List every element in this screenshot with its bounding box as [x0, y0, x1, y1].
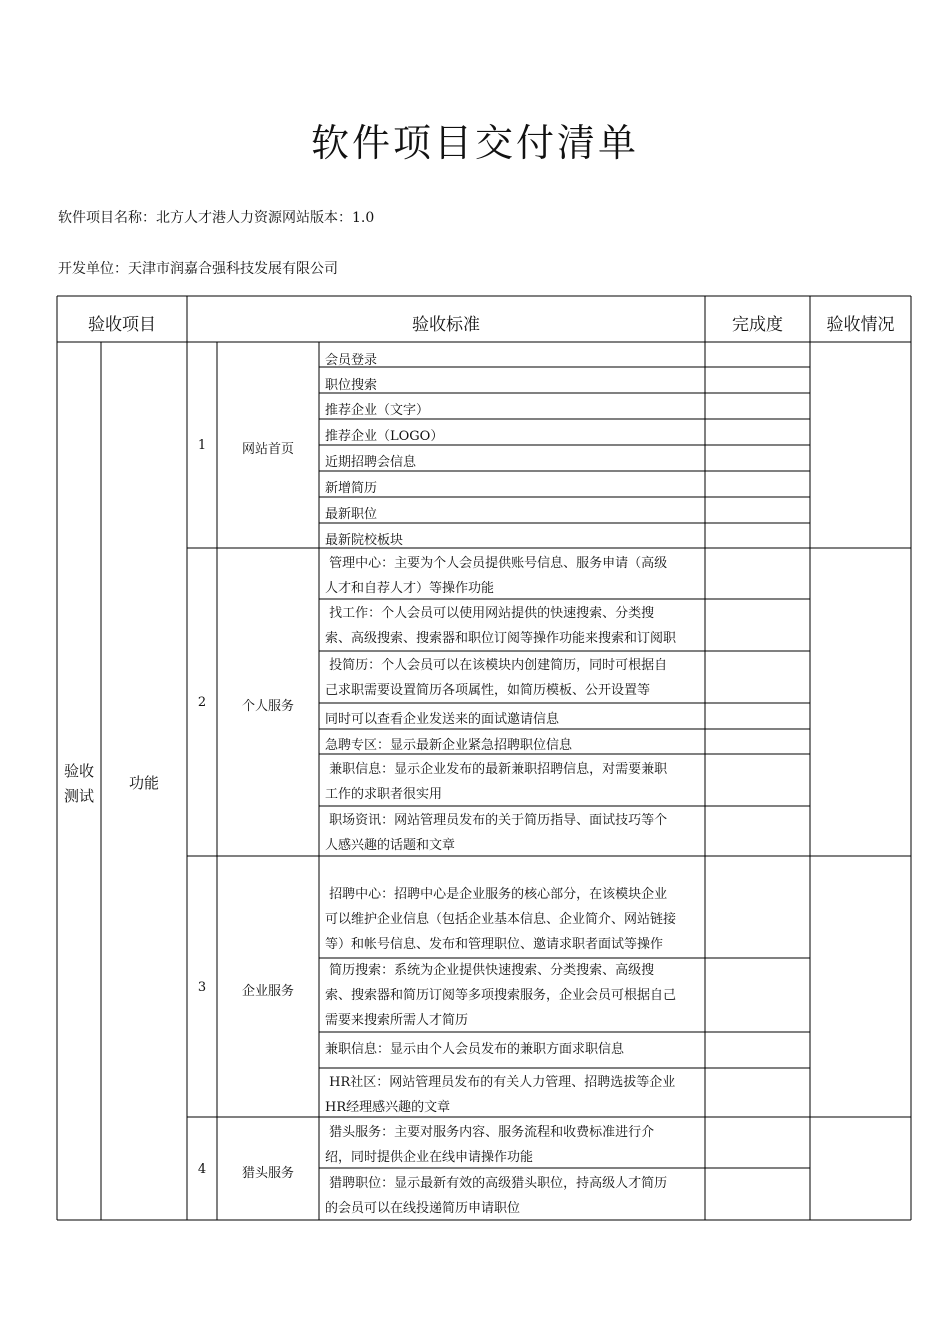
group-name: 个人服务	[241, 699, 294, 714]
standard-row: 近期招聘会信息	[325, 455, 417, 470]
standard-row: 简历搜索：系统为企业提供快速搜索、分类搜索、高级搜 索、搜索器和简历订阅等多项搜索服务，企业会员可根据自己 需要来搜索所需人才简历	[325, 963, 677, 1028]
standard-row: 会员登录	[325, 353, 378, 368]
developer-line: 开发单位：天津市润嘉合强科技发展有限公司	[58, 261, 338, 277]
header-item: 验收项目	[88, 315, 156, 335]
standard-row: 兼职信息：显示企业发布的最新兼职招聘信息，对需要兼职 工作的求职者很实用	[325, 762, 668, 802]
group-number: 4	[197, 1162, 207, 1177]
standard-row: 管理中心：主要为个人会员提供账号信息、服务申请（高级 人才和自荐人才）等操作功能	[325, 556, 668, 596]
group-number: 2	[197, 695, 207, 710]
group-name: 网站首页	[241, 442, 294, 457]
standard-row: 猎聘职位：显示最新有效的高级猎头职位，持高级人才简历 的会员可以在线投递简历申请职位	[325, 1176, 668, 1216]
standard-row: 最新院校板块	[325, 533, 404, 548]
subcategory-label: 功能	[128, 774, 159, 792]
standard-row: 找工作：个人会员可以使用网站提供的快速搜索、分类搜 索、高级搜索、搜索器和职位订阅等操作功能来搜索和订阅职	[325, 606, 677, 646]
standard-row: 猎头服务：主要对服务内容、服务流程和收费标准进行介 绍，同时提供企业在线申请操作功能	[325, 1125, 655, 1165]
standard-row: 急聘专区：显示最新企业紧急招聘职位信息	[325, 738, 573, 753]
group-number: 3	[197, 980, 207, 995]
group-name: 企业服务	[241, 984, 294, 999]
standard-row: 职位搜索	[325, 378, 378, 393]
category-label: 验收 测试	[63, 762, 94, 805]
standard-row: 职场资讯：网站管理员发布的关于简历指导、面试技巧等个 人感兴趣的话题和文章	[325, 813, 668, 853]
standard-row: 推荐企业（LOGO）	[325, 429, 444, 444]
standard-row: 最新职位	[325, 507, 378, 522]
group-number: 1	[197, 438, 207, 453]
document-title: 软件项目交付清单	[310, 121, 639, 165]
standard-row: HR社区：网站管理员发布的有关人力管理、招聘选拔等企业 HR经理感兴趣的文章	[325, 1075, 676, 1115]
header-completion: 完成度	[732, 315, 783, 335]
standard-row: 兼职信息：显示由个人会员发布的兼职方面求职信息	[325, 1042, 625, 1057]
standard-row: 投简历：个人会员可以在该模块内创建简历，同时可根据自 己求职需要设置简历各项属性，如简历模板、公开设置等	[325, 658, 668, 698]
header-status: 验收情况	[826, 315, 895, 335]
group-name: 猎头服务	[241, 1166, 294, 1181]
project-name-line: 软件项目名称：北方人才港人力资源网站版本：1.0	[58, 210, 375, 226]
standard-row: 招聘中心：招聘中心是企业服务的核心部分，在该模块企业 可以维护企业信息（包括企业基本信息、企业简介、网站链接 等）和帐号信息、发布和管理职位、邀请求职者面试等操作	[325, 887, 677, 952]
header-standard: 验收标准	[412, 315, 480, 335]
standard-row: 新增简历	[325, 481, 378, 496]
standard-row: 同时可以查看企业发送来的面试邀请信息	[325, 712, 560, 727]
standard-row: 推荐企业（文字）	[325, 403, 430, 418]
